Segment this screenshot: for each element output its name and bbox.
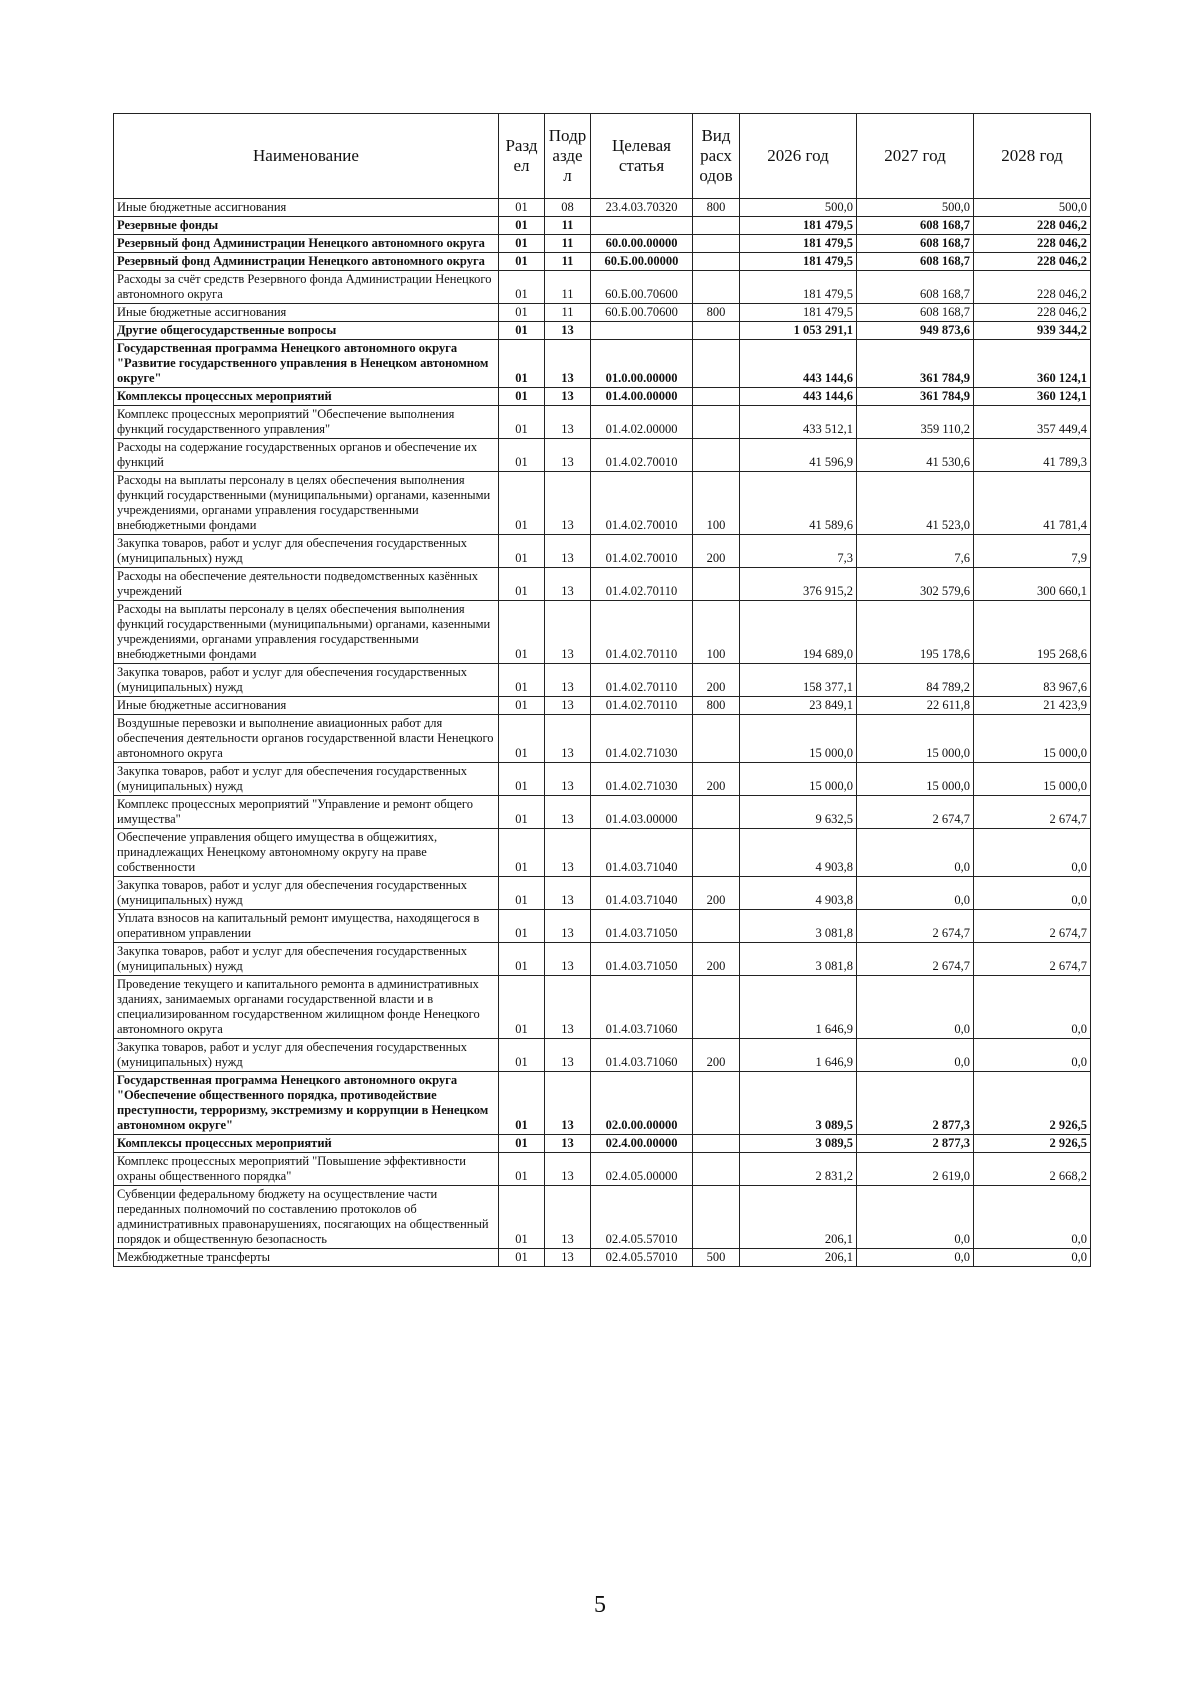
cell-razdel: 01 xyxy=(499,271,545,304)
cell-2026: 2 831,2 xyxy=(740,1153,857,1186)
cell-razdel: 01 xyxy=(499,829,545,877)
cell-2027: 2 877,3 xyxy=(857,1135,974,1153)
cell-target-article: 02.0.00.00000 xyxy=(591,1072,693,1135)
cell-expense-type xyxy=(693,1072,740,1135)
cell-name: Межбюджетные трансферты xyxy=(114,1249,499,1267)
cell-razdel: 01 xyxy=(499,253,545,271)
table-row xyxy=(114,697,1091,715)
cell-expense-type xyxy=(693,976,740,1039)
cell-target-article: 01.4.02.00000 xyxy=(591,406,693,439)
cell-podrazdel: 13 xyxy=(545,439,591,472)
cell-podrazdel: 13 xyxy=(545,1153,591,1186)
cell-podrazdel: 13 xyxy=(545,601,591,664)
table-row xyxy=(114,877,1091,910)
cell-2026: 181 479,5 xyxy=(740,217,857,235)
table-row xyxy=(114,664,1091,697)
cell-target-article: 01.4.02.70110 xyxy=(591,664,693,697)
cell-podrazdel: 08 xyxy=(545,199,591,217)
cell-2027: 0,0 xyxy=(857,829,974,877)
cell-podrazdel: 13 xyxy=(545,535,591,568)
cell-target-article: 01.4.02.70010 xyxy=(591,472,693,535)
cell-podrazdel: 13 xyxy=(545,829,591,877)
cell-target-article: 01.4.02.70110 xyxy=(591,697,693,715)
cell-2027: 359 110,2 xyxy=(857,406,974,439)
cell-razdel: 01 xyxy=(499,304,545,322)
cell-target-article: 01.4.00.00000 xyxy=(591,388,693,406)
cell-expense-type: 100 xyxy=(693,601,740,664)
cell-target-article: 02.4.05.57010 xyxy=(591,1186,693,1249)
cell-name: Закупка товаров, работ и услуг для обеспечения государственных (муниципальных) нужд xyxy=(114,943,499,976)
cell-2026: 443 144,6 xyxy=(740,388,857,406)
cell-razdel: 01 xyxy=(499,322,545,340)
cell-target-article: 01.4.02.70010 xyxy=(591,439,693,472)
cell-2026: 15 000,0 xyxy=(740,763,857,796)
col-header-podrazdel: Подр азде л xyxy=(545,114,591,199)
cell-2026: 443 144,6 xyxy=(740,340,857,388)
table-row xyxy=(114,253,1091,271)
table-row xyxy=(114,829,1091,877)
cell-2026: 41 596,9 xyxy=(740,439,857,472)
cell-2028: 228 046,2 xyxy=(974,271,1091,304)
cell-name: Расходы на обеспечение деятельности подведомственных казённых учреждений xyxy=(114,568,499,601)
cell-podrazdel: 11 xyxy=(545,217,591,235)
table-row xyxy=(114,406,1091,439)
cell-podrazdel: 13 xyxy=(545,568,591,601)
cell-expense-type: 500 xyxy=(693,1249,740,1267)
cell-2027: 41 523,0 xyxy=(857,472,974,535)
cell-2026: 3 089,5 xyxy=(740,1135,857,1153)
cell-podrazdel: 13 xyxy=(545,1072,591,1135)
cell-name: Комплекс процессных мероприятий "Повышение эффективности охраны общественного порядка" xyxy=(114,1153,499,1186)
cell-target-article: 60.Б.00.00000 xyxy=(591,253,693,271)
cell-target-article: 02.4.00.00000 xyxy=(591,1135,693,1153)
cell-podrazdel: 11 xyxy=(545,271,591,304)
cell-2027: 0,0 xyxy=(857,976,974,1039)
table-body xyxy=(114,199,1091,1267)
cell-2027: 2 674,7 xyxy=(857,796,974,829)
table-row xyxy=(114,715,1091,763)
cell-2027: 361 784,9 xyxy=(857,340,974,388)
cell-name: Расходы на выплаты персоналу в целях обеспечения выполнения функций государственными (муниципальными) органами, казенными учреждениями, органами управления государственными внебюджетными фондами xyxy=(114,601,499,664)
cell-target-article: 01.4.03.71050 xyxy=(591,910,693,943)
cell-name: Закупка товаров, работ и услуг для обеспечения государственных (муниципальных) нужд xyxy=(114,1039,499,1072)
cell-target-article: 01.4.02.70110 xyxy=(591,568,693,601)
cell-2027: 15 000,0 xyxy=(857,763,974,796)
cell-2028: 0,0 xyxy=(974,1039,1091,1072)
cell-2028: 7,9 xyxy=(974,535,1091,568)
cell-expense-type xyxy=(693,439,740,472)
cell-expense-type: 800 xyxy=(693,199,740,217)
cell-name: Закупка товаров, работ и услуг для обеспечения государственных (муниципальных) нужд xyxy=(114,664,499,697)
cell-2028: 0,0 xyxy=(974,829,1091,877)
cell-2026: 1 646,9 xyxy=(740,1039,857,1072)
cell-expense-type: 200 xyxy=(693,535,740,568)
cell-2028: 2 926,5 xyxy=(974,1135,1091,1153)
cell-expense-type xyxy=(693,235,740,253)
cell-podrazdel: 13 xyxy=(545,1186,591,1249)
cell-podrazdel: 13 xyxy=(545,910,591,943)
cell-2026: 500,0 xyxy=(740,199,857,217)
table-row xyxy=(114,535,1091,568)
cell-expense-type xyxy=(693,829,740,877)
cell-podrazdel: 13 xyxy=(545,322,591,340)
cell-2028: 195 268,6 xyxy=(974,601,1091,664)
cell-target-article: 60.Б.00.70600 xyxy=(591,304,693,322)
cell-2027: 0,0 xyxy=(857,1039,974,1072)
cell-2028: 0,0 xyxy=(974,877,1091,910)
cell-podrazdel: 13 xyxy=(545,943,591,976)
cell-2028: 360 124,1 xyxy=(974,340,1091,388)
cell-2026: 41 589,6 xyxy=(740,472,857,535)
cell-podrazdel: 13 xyxy=(545,697,591,715)
cell-razdel: 01 xyxy=(499,910,545,943)
cell-target-article: 01.4.02.71030 xyxy=(591,715,693,763)
cell-name: Обеспечение управления общего имущества в общежитиях, принадлежащих Ненецкому автономному округу на праве собственности xyxy=(114,829,499,877)
cell-razdel: 01 xyxy=(499,217,545,235)
cell-2028: 0,0 xyxy=(974,976,1091,1039)
cell-razdel: 01 xyxy=(499,568,545,601)
cell-2027: 2 674,7 xyxy=(857,910,974,943)
cell-name: Расходы за счёт средств Резервного фонда Администрации Ненецкого автономного округа xyxy=(114,271,499,304)
cell-2027: 500,0 xyxy=(857,199,974,217)
cell-expense-type: 800 xyxy=(693,697,740,715)
cell-name: Иные бюджетные ассигнования xyxy=(114,304,499,322)
table-row xyxy=(114,910,1091,943)
cell-2027: 2 619,0 xyxy=(857,1153,974,1186)
cell-2026: 23 849,1 xyxy=(740,697,857,715)
cell-target-article: 01.4.03.71060 xyxy=(591,1039,693,1072)
cell-2028: 500,0 xyxy=(974,199,1091,217)
cell-2028: 2 674,7 xyxy=(974,943,1091,976)
cell-target-article: 02.4.05.00000 xyxy=(591,1153,693,1186)
cell-razdel: 01 xyxy=(499,1039,545,1072)
col-header-2028: 2028 год xyxy=(974,114,1091,199)
cell-razdel: 01 xyxy=(499,715,545,763)
cell-name: Государственная программа Ненецкого автономного округа "Обеспечение общественного порядка, противодействие преступности, терроризму, экстремизму и коррупции в Ненецком автономном округе" xyxy=(114,1072,499,1135)
cell-razdel: 01 xyxy=(499,1186,545,1249)
cell-podrazdel: 13 xyxy=(545,877,591,910)
cell-name: Уплата взносов на капитальный ремонт имущества, находящегося в оперативном управлении xyxy=(114,910,499,943)
cell-name: Комплексы процессных мероприятий xyxy=(114,1135,499,1153)
cell-razdel: 01 xyxy=(499,1072,545,1135)
cell-podrazdel: 13 xyxy=(545,1039,591,1072)
cell-2028: 357 449,4 xyxy=(974,406,1091,439)
table-row xyxy=(114,340,1091,388)
cell-name: Другие общегосударственные вопросы xyxy=(114,322,499,340)
cell-2026: 3 089,5 xyxy=(740,1072,857,1135)
cell-2026: 1 053 291,1 xyxy=(740,322,857,340)
cell-expense-type xyxy=(693,388,740,406)
cell-razdel: 01 xyxy=(499,763,545,796)
cell-target-article: 01.4.02.70110 xyxy=(591,601,693,664)
cell-2028: 228 046,2 xyxy=(974,235,1091,253)
cell-target-article: 01.4.03.71050 xyxy=(591,943,693,976)
cell-target-article: 01.4.03.71060 xyxy=(591,976,693,1039)
col-header-expense-type: Вид расх одов xyxy=(693,114,740,199)
cell-razdel: 01 xyxy=(499,439,545,472)
cell-name: Проведение текущего и капитального ремонта в административных зданиях, занимаемых органами государственной власти и в специализированном государственном жилищном фонде Ненецкого автономного округа xyxy=(114,976,499,1039)
table-row xyxy=(114,1039,1091,1072)
cell-target-article: 60.Б.00.70600 xyxy=(591,271,693,304)
cell-razdel: 01 xyxy=(499,199,545,217)
cell-2027: 0,0 xyxy=(857,877,974,910)
cell-expense-type xyxy=(693,715,740,763)
cell-razdel: 01 xyxy=(499,697,545,715)
cell-2027: 7,6 xyxy=(857,535,974,568)
cell-2027: 0,0 xyxy=(857,1249,974,1267)
table-row xyxy=(114,796,1091,829)
cell-2026: 206,1 xyxy=(740,1249,857,1267)
cell-expense-type xyxy=(693,910,740,943)
cell-2028: 21 423,9 xyxy=(974,697,1091,715)
cell-expense-type xyxy=(693,322,740,340)
cell-razdel: 01 xyxy=(499,1249,545,1267)
col-header-2027: 2027 год xyxy=(857,114,974,199)
cell-2026: 433 512,1 xyxy=(740,406,857,439)
cell-razdel: 01 xyxy=(499,235,545,253)
cell-2028: 41 781,4 xyxy=(974,472,1091,535)
cell-2026: 206,1 xyxy=(740,1186,857,1249)
cell-expense-type xyxy=(693,217,740,235)
table-row xyxy=(114,304,1091,322)
col-header-2026: 2026 год xyxy=(740,114,857,199)
cell-podrazdel: 13 xyxy=(545,763,591,796)
cell-podrazdel: 13 xyxy=(545,1135,591,1153)
cell-target-article: 01.4.03.00000 xyxy=(591,796,693,829)
cell-razdel: 01 xyxy=(499,472,545,535)
table-row xyxy=(114,439,1091,472)
cell-2028: 2 674,7 xyxy=(974,910,1091,943)
cell-razdel: 01 xyxy=(499,877,545,910)
cell-target-article: 01.4.03.71040 xyxy=(591,877,693,910)
cell-razdel: 01 xyxy=(499,340,545,388)
page-number: 5 xyxy=(594,1592,606,1618)
cell-expense-type: 200 xyxy=(693,877,740,910)
cell-target-article: 60.0.00.00000 xyxy=(591,235,693,253)
cell-2027: 361 784,9 xyxy=(857,388,974,406)
cell-name: Резервный фонд Администрации Ненецкого автономного округа xyxy=(114,235,499,253)
cell-target-article: 23.4.03.70320 xyxy=(591,199,693,217)
cell-2026: 181 479,5 xyxy=(740,235,857,253)
cell-2028: 83 967,6 xyxy=(974,664,1091,697)
cell-target-article: 02.4.05.57010 xyxy=(591,1249,693,1267)
cell-razdel: 01 xyxy=(499,388,545,406)
cell-2026: 181 479,5 xyxy=(740,253,857,271)
cell-expense-type xyxy=(693,253,740,271)
cell-name: Закупка товаров, работ и услуг для обеспечения государственных (муниципальных) нужд xyxy=(114,763,499,796)
cell-razdel: 01 xyxy=(499,535,545,568)
cell-podrazdel: 11 xyxy=(545,253,591,271)
cell-2027: 84 789,2 xyxy=(857,664,974,697)
cell-name: Комплексы процессных мероприятий xyxy=(114,388,499,406)
cell-2026: 376 915,2 xyxy=(740,568,857,601)
cell-podrazdel: 13 xyxy=(545,406,591,439)
cell-name: Государственная программа Ненецкого автономного округа "Развитие государственного управления в Ненецком автономном округе" xyxy=(114,340,499,388)
cell-name: Комплекс процессных мероприятий "Обеспечение выполнения функций государственного управления" xyxy=(114,406,499,439)
cell-2027: 15 000,0 xyxy=(857,715,974,763)
table-row xyxy=(114,1135,1091,1153)
cell-2027: 949 873,6 xyxy=(857,322,974,340)
cell-razdel: 01 xyxy=(499,1135,545,1153)
cell-2027: 22 611,8 xyxy=(857,697,974,715)
cell-target-article: 01.4.02.70010 xyxy=(591,535,693,568)
cell-podrazdel: 13 xyxy=(545,796,591,829)
cell-razdel: 01 xyxy=(499,664,545,697)
cell-expense-type: 800 xyxy=(693,304,740,322)
cell-2026: 181 479,5 xyxy=(740,271,857,304)
cell-podrazdel: 11 xyxy=(545,304,591,322)
cell-2026: 15 000,0 xyxy=(740,715,857,763)
cell-podrazdel: 13 xyxy=(545,472,591,535)
cell-razdel: 01 xyxy=(499,601,545,664)
cell-target-article: 01.4.02.71030 xyxy=(591,763,693,796)
table-row xyxy=(114,199,1091,217)
cell-name: Комплекс процессных мероприятий "Управление и ремонт общего имущества" xyxy=(114,796,499,829)
cell-2028: 2 926,5 xyxy=(974,1072,1091,1135)
cell-2027: 2 674,7 xyxy=(857,943,974,976)
cell-razdel: 01 xyxy=(499,1153,545,1186)
cell-razdel: 01 xyxy=(499,796,545,829)
cell-2027: 608 168,7 xyxy=(857,304,974,322)
cell-name: Закупка товаров, работ и услуг для обеспечения государственных (муниципальных) нужд xyxy=(114,877,499,910)
cell-2026: 3 081,8 xyxy=(740,943,857,976)
cell-2028: 2 668,2 xyxy=(974,1153,1091,1186)
cell-2026: 4 903,8 xyxy=(740,829,857,877)
cell-2028: 2 674,7 xyxy=(974,796,1091,829)
cell-expense-type: 200 xyxy=(693,1039,740,1072)
cell-2027: 608 168,7 xyxy=(857,253,974,271)
cell-name: Воздушные перевозки и выполнение авиационных работ для обеспечения деятельности органов государственной власти Ненецкого автономного округа xyxy=(114,715,499,763)
cell-podrazdel: 13 xyxy=(545,715,591,763)
col-header-target-article: Целевая статья xyxy=(591,114,693,199)
table-row xyxy=(114,568,1091,601)
cell-podrazdel: 13 xyxy=(545,664,591,697)
cell-name: Резервные фонды xyxy=(114,217,499,235)
table-row xyxy=(114,388,1091,406)
cell-razdel: 01 xyxy=(499,406,545,439)
cell-name: Иные бюджетные ассигнования xyxy=(114,697,499,715)
cell-2027: 302 579,6 xyxy=(857,568,974,601)
cell-razdel: 01 xyxy=(499,976,545,1039)
table-row xyxy=(114,601,1091,664)
cell-podrazdel: 13 xyxy=(545,340,591,388)
cell-name: Резервный фонд Администрации Ненецкого автономного округа xyxy=(114,253,499,271)
table-row xyxy=(114,271,1091,304)
table-row xyxy=(114,322,1091,340)
cell-expense-type xyxy=(693,340,740,388)
table-row xyxy=(114,943,1091,976)
cell-2028: 0,0 xyxy=(974,1186,1091,1249)
cell-expense-type: 200 xyxy=(693,763,740,796)
cell-2028: 228 046,2 xyxy=(974,217,1091,235)
table-row xyxy=(114,472,1091,535)
cell-expense-type xyxy=(693,796,740,829)
col-header-razdel: Разд ел xyxy=(499,114,545,199)
cell-expense-type: 100 xyxy=(693,472,740,535)
cell-podrazdel: 13 xyxy=(545,1249,591,1267)
col-header-name: Наименование xyxy=(114,114,499,199)
cell-2027: 195 178,6 xyxy=(857,601,974,664)
budget-table xyxy=(113,113,1091,1267)
cell-2026: 194 689,0 xyxy=(740,601,857,664)
cell-podrazdel: 11 xyxy=(545,235,591,253)
cell-2026: 158 377,1 xyxy=(740,664,857,697)
cell-expense-type xyxy=(693,406,740,439)
cell-expense-type xyxy=(693,568,740,601)
cell-2028: 939 344,2 xyxy=(974,322,1091,340)
cell-2028: 300 660,1 xyxy=(974,568,1091,601)
cell-2027: 608 168,7 xyxy=(857,217,974,235)
cell-2028: 0,0 xyxy=(974,1249,1091,1267)
cell-expense-type xyxy=(693,1135,740,1153)
cell-2026: 3 081,8 xyxy=(740,910,857,943)
cell-2028: 15 000,0 xyxy=(974,715,1091,763)
cell-target-article: 01.0.00.00000 xyxy=(591,340,693,388)
cell-name: Закупка товаров, работ и услуг для обеспечения государственных (муниципальных) нужд xyxy=(114,535,499,568)
cell-2026: 7,3 xyxy=(740,535,857,568)
cell-2026: 4 903,8 xyxy=(740,877,857,910)
cell-expense-type: 200 xyxy=(693,664,740,697)
cell-target-article: 01.4.03.71040 xyxy=(591,829,693,877)
cell-2028: 228 046,2 xyxy=(974,304,1091,322)
table-row xyxy=(114,1072,1091,1135)
cell-razdel: 01 xyxy=(499,943,545,976)
cell-podrazdel: 13 xyxy=(545,388,591,406)
cell-name: Расходы на содержание государственных органов и обеспечение их функций xyxy=(114,439,499,472)
table-row xyxy=(114,235,1091,253)
cell-2027: 0,0 xyxy=(857,1186,974,1249)
cell-2027: 2 877,3 xyxy=(857,1072,974,1135)
cell-name: Иные бюджетные ассигнования xyxy=(114,199,499,217)
cell-expense-type xyxy=(693,1153,740,1186)
cell-2026: 181 479,5 xyxy=(740,304,857,322)
cell-2027: 608 168,7 xyxy=(857,271,974,304)
cell-target-article xyxy=(591,217,693,235)
table-header-row xyxy=(114,114,1091,199)
cell-name: Расходы на выплаты персоналу в целях обеспечения выполнения функций государственными (муниципальными) органами, казенными учреждениями, органами управления государственными внебюджетными фондами xyxy=(114,472,499,535)
cell-2028: 15 000,0 xyxy=(974,763,1091,796)
table-row xyxy=(114,217,1091,235)
cell-expense-type xyxy=(693,1186,740,1249)
cell-name: Субвенции федеральному бюджету на осуществление части переданных полномочий по составлению протоколов об административных правонарушениях, посягающих на общественный порядок и общественную безопасность xyxy=(114,1186,499,1249)
table-row xyxy=(114,1153,1091,1186)
cell-2028: 360 124,1 xyxy=(974,388,1091,406)
cell-2027: 608 168,7 xyxy=(857,235,974,253)
cell-2026: 9 632,5 xyxy=(740,796,857,829)
cell-expense-type xyxy=(693,271,740,304)
table-row xyxy=(114,976,1091,1039)
budget-document xyxy=(113,113,1090,1267)
table-row xyxy=(114,1186,1091,1249)
cell-podrazdel: 13 xyxy=(545,976,591,1039)
cell-2028: 228 046,2 xyxy=(974,253,1091,271)
table-row xyxy=(114,1249,1091,1267)
table-row xyxy=(114,763,1091,796)
cell-expense-type: 200 xyxy=(693,943,740,976)
cell-target-article xyxy=(591,322,693,340)
cell-2027: 41 530,6 xyxy=(857,439,974,472)
cell-2028: 41 789,3 xyxy=(974,439,1091,472)
cell-2026: 1 646,9 xyxy=(740,976,857,1039)
